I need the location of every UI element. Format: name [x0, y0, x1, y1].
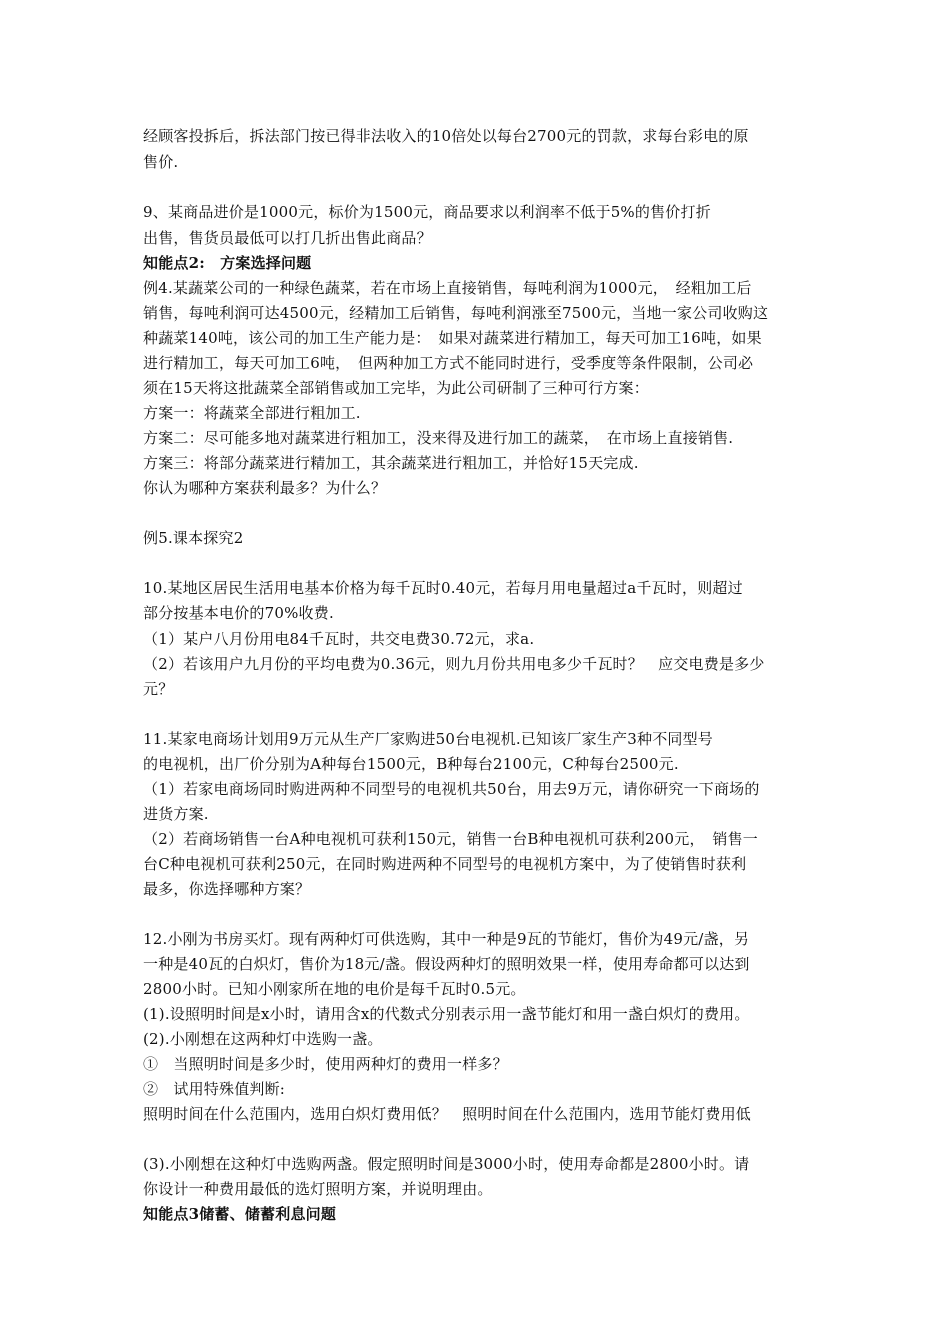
- text-line: 种蔬菜140吨，该公司的加工生产能力是： 如果对蔬菜进行精加工，每天可加工16吨，如果: [143, 329, 762, 347]
- section-heading-3: 知能点3储蓄、储蓄利息问题: [143, 1205, 337, 1223]
- text-line: 售价.: [143, 153, 179, 171]
- section-heading-2: 知能点2: 方案选择问题: [143, 254, 312, 272]
- text-line: 部分按基本电价的70%收费.: [143, 604, 334, 622]
- text-line: 经顾客投拆后，拆法部门按已得非法收入的10倍处以每台2700元的罚款，求每台彩电的原: [143, 127, 749, 145]
- text-line: 进货方案.: [143, 805, 209, 823]
- text-line: 进行精加工，每天可加工6吨， 但两种加工方式不能同时进行，受季度等条件限制，公司必: [143, 354, 754, 372]
- text-line: 一种是40瓦的白炽灯，售价为18元/盏。假设两种灯的照明效果一样，使用寿命都可以达到: [143, 955, 750, 973]
- plan-three: 方案三：将部分蔬菜进行精加工，其余蔬菜进行粗加工，并恰好15天完成.: [143, 454, 639, 472]
- problem-9-line: 9、某商品进价是1000元，标价为1500元，商品要求以利润率不低于5%的售价打折: [143, 203, 711, 221]
- plan-two: 方案二：尽可能多地对蔬菜进行粗加工，没来得及进行加工的蔬菜， 在市场上直接销售.: [143, 429, 734, 447]
- text-line: （1）若家电商场同时购进两种不同型号的电视机共50台，用去9万元，请你研究一下商场的: [143, 780, 760, 798]
- text-line: 最多，你选择哪种方案？: [143, 880, 311, 898]
- text-line: 照明时间在什么范围内，选用白炽灯费用低？ 照明时间在什么范围内，选用节能灯费用低: [143, 1105, 752, 1123]
- text-line: ② 试用特殊值判断:: [143, 1080, 286, 1098]
- text-line: （2）若商场销售一台A种电视机可获利150元，销售一台B种电视机可获利200元， 销售一: [143, 830, 758, 848]
- text-line: 你设计一种费用最低的选灯照明方案，并说明理由。: [143, 1180, 493, 1198]
- text-line: （1）某户八月份用电84千瓦时，共交电费30.72元，求a.: [143, 630, 535, 648]
- text-line: （2）若该用户九月份的平均电费为0.36元，则九月份共用电多少千瓦时？ 应交电费是多少: [143, 655, 765, 673]
- problem-11-line: 11.某家电商场计划用9万元从生产厂家购进50台电视机.已知该厂家生产3种不同型号: [143, 730, 714, 748]
- text-line: 的电视机，出厂价分别为A种每台1500元，B种每台2100元，C种每台2500元.: [143, 755, 679, 773]
- text-line: (3).小刚想在这种灯中选购两盏。假定照明时间是3000小时，使用寿命都是2800小时。请: [143, 1155, 750, 1173]
- text-line: 出售，售货员最低可以打几折出售此商品？: [143, 229, 432, 247]
- example-5-line: 例5.课本探究2: [143, 529, 244, 547]
- text-line: 你认为哪种方案获利最多？为什么？: [143, 479, 387, 497]
- text-line: 2800小时。已知小刚家所在地的电价是每千瓦时0.5元。: [143, 980, 526, 998]
- plan-one: 方案一：将蔬菜全部进行粗加工.: [143, 404, 361, 422]
- problem-10-line: 10.某地区居民生活用电基本价格为每千瓦时0.40元，若每月用电量超过a千瓦时，则超过: [143, 579, 743, 597]
- text-line: ① 当照明时间是多少时，使用两种灯的费用一样多？: [143, 1055, 508, 1073]
- text-line: 须在15天将这批蔬菜全部销售或加工完毕，为此公司研制了三种可行方案：: [143, 379, 649, 397]
- text-line: 台C种电视机可获利250元，在同时购进两种不同型号的电视机方案中，为了使销售时获利: [143, 855, 747, 873]
- text-line: 元？: [143, 680, 174, 698]
- text-line: 销售，每吨利润可达4500元，经精加工后销售，每吨利润涨至7500元，当地一家公司收购这: [143, 304, 769, 322]
- problem-12-line: 12.小刚为书房买灯。现有两种灯可供选购，其中一种是9瓦的节能灯，售价为49元/盏，另: [143, 930, 750, 948]
- text-line: (1).设照明时间是x小时，请用含x的代数式分别表示用一盏节能灯和用一盏白炽灯的费用。: [143, 1005, 750, 1023]
- example-4-line: 例4.某蔬菜公司的一种绿色蔬菜，若在市场上直接销售，每吨利润为1000元， 经粗加工后: [143, 279, 752, 297]
- text-line: (2).小刚想在这两种灯中选购一盏。: [143, 1030, 383, 1048]
